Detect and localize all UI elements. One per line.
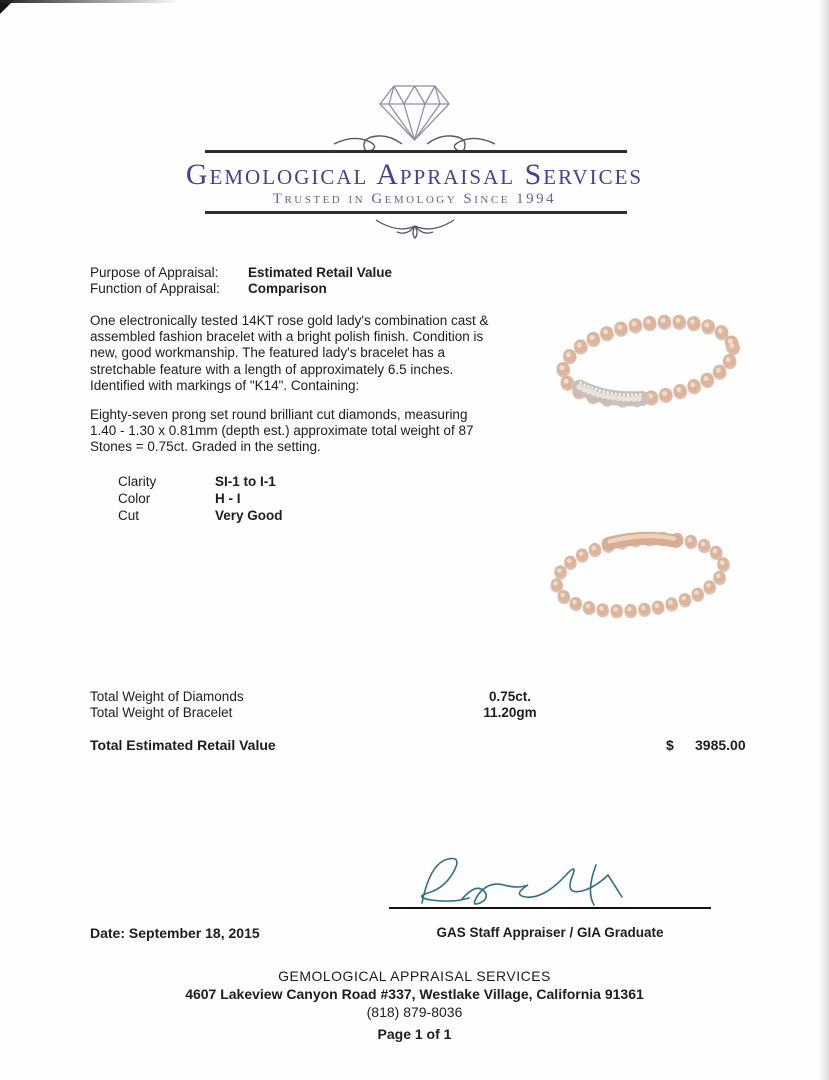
item-description: One electronically tested 14KT rose gold lady's combination cast & assembled fashion bracelet with a bright polish finish. Condition is new, good workmanship. The featured lady's bracelet has a stretchable feature with a length of approximately 6.5 inches. Identified with markings of "K14". Containing: xyxy=(90,313,489,393)
function-label: Function of Appraisal: xyxy=(90,281,220,296)
header-rule-top xyxy=(205,150,627,153)
grade-row-color xyxy=(118,491,241,506)
bracelet-photo-bottom xyxy=(540,524,740,624)
total-weight-bracelet-value: 11.20gm xyxy=(483,705,537,720)
grade-row-clarity xyxy=(118,474,276,489)
total-weight-diamonds-value: 0.75ct. xyxy=(488,689,532,704)
purpose-value: Estimated Retail Value xyxy=(248,265,393,280)
appraiser-title: GAS Staff Appraiser / GIA Graduate xyxy=(436,925,664,940)
footer-address: 4607 Lakeview Canyon Road #337, Westlake Village, California 91361 xyxy=(185,986,644,1002)
purpose-row xyxy=(90,265,392,280)
function-value: Comparison xyxy=(248,281,327,296)
scan-artifact-top-edge xyxy=(0,0,180,3)
footer-page-number: Page 1 of 1 xyxy=(377,1026,452,1042)
appraiser-signature xyxy=(400,845,660,915)
total-weight-bracelet-label: Total Weight of Bracelet xyxy=(90,705,233,720)
footer-org-name: GEMOLOGICAL APPRAISAL SERVICES xyxy=(278,968,551,984)
color-value: H - I xyxy=(215,491,241,506)
retail-currency-symbol: $ xyxy=(666,737,674,753)
purpose-label: Purpose of Appraisal: xyxy=(90,265,219,280)
total-weight-diamonds-label: Total Weight of Diamonds xyxy=(90,689,244,704)
diamond-description: Eighty-seven prong set round brilliant cut diamonds, measuring 1.40 - 1.30 x 0.81mm (depth est.) approximate total weight of 87 Stones = 0.75ct. Graded in the setting. xyxy=(90,407,474,455)
grade-row-cut xyxy=(118,508,283,523)
signature-line xyxy=(389,907,711,909)
function-row xyxy=(90,281,327,296)
color-label: Color xyxy=(118,491,151,506)
retail-value-amount: 3985.00 xyxy=(695,737,746,753)
header-flourish-icon xyxy=(372,214,458,240)
cut-value: Very Good xyxy=(215,508,283,523)
appraisal-date: Date: September 18, 2015 xyxy=(90,925,260,941)
cut-label: Cut xyxy=(118,508,140,523)
clarity-label: Clarity xyxy=(118,474,157,489)
org-tagline: Trusted in Gemology Since 1994 xyxy=(272,191,557,207)
retail-value-label: Total Estimated Retail Value xyxy=(90,737,276,753)
footer-phone: (818) 879-8036 xyxy=(366,1004,463,1020)
org-title: Gemological Appraisal Services xyxy=(185,158,644,191)
diamond-logo-icon xyxy=(332,78,497,153)
bracelet-photo-top xyxy=(548,308,748,413)
clarity-value: SI-1 to I-1 xyxy=(215,474,276,489)
